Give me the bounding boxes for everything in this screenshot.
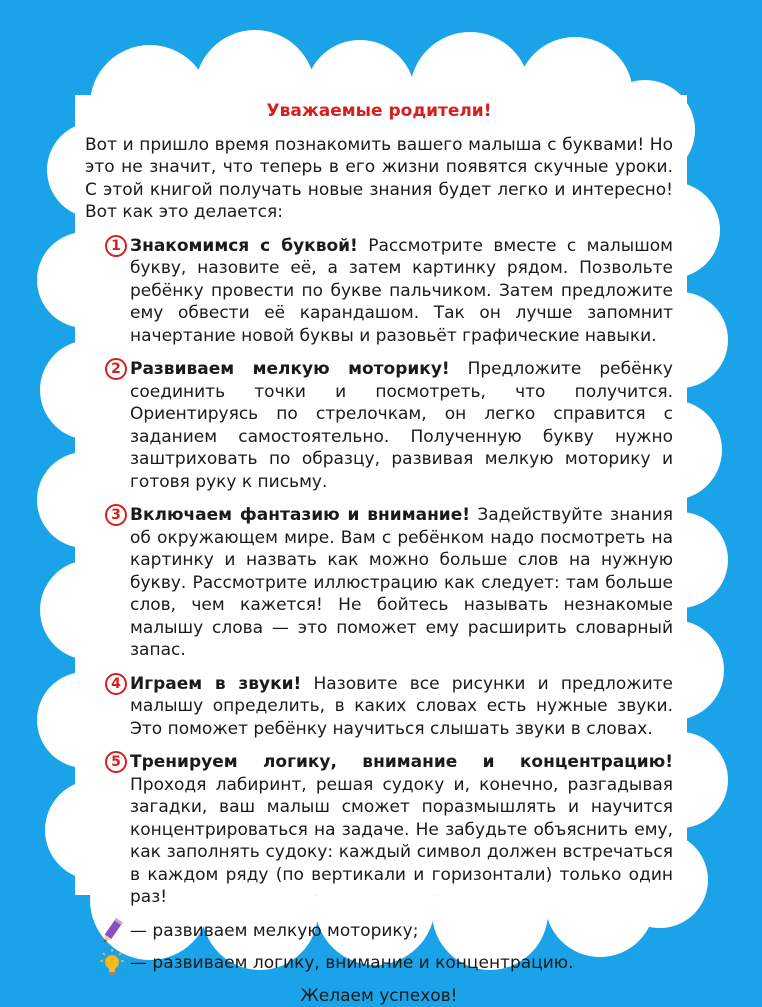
letter-content [85,100,673,1007]
list-item [85,751,673,909]
list-item [85,235,673,348]
item-text: Задействуйте знания об окружающем мире. Вам с ребёнком надо посмотреть на картинку и назвать как можно больше слов на нужную букву. Рассмотрите иллюстрацию как следует: там больше слов, чем кажется! Не бойтесь называть незнакомые малышу слова — это поможет ему расширить словарный запас. [130,505,673,660]
legend-text: — развиваем логику, внимание и концентрацию. [130,953,574,973]
item-title: Включаем фантазию и внимание! [130,505,470,525]
page-title: Уважаемые родители! [85,100,673,123]
legend-lightbulb [85,952,673,975]
number-badge: 4 [105,673,127,695]
number-badge: 1 [105,235,127,257]
list-item [85,358,673,493]
farewell-text: Желаем успехов! [85,985,673,1007]
item-title: Знакомимся с буквой! [130,236,358,256]
number-badge: 3 [105,504,127,526]
list-item [85,504,673,662]
list-item [85,673,673,741]
number-badge: 2 [105,358,127,380]
item-title: Тренируем логику, внимание и концентрацию! [130,752,673,772]
intro-paragraph: Вот и пришло время познакомить вашего малыша с буквами! Но это не значит, что теперь в его жизни появятся скучные уроки. С этой книгой получать новые знания будет легко и интересно! Вот как это делается: [85,134,673,224]
item-text: Предложите ребёнку соединить точки и посмотреть, что получится. Ориентируясь по стрелочкам, он легко справится с заданием самостоятельно. Полученную букву нужно заштриховать по образцу, развивая мелкую моторику и готовя руку к письму. [130,359,673,492]
number-badge: 5 [105,751,127,773]
legend-pencil [85,920,673,943]
item-title: Развиваем мелкую моторику! [130,359,450,379]
lightbulb-icon [99,948,125,985]
pencil-icon [99,916,125,953]
item-text: Назовите все рисунки и предложите малышу определить, в каких словах есть нужные звуки. Это поможет ребёнку научиться слышать звуки в словах. [130,674,673,739]
item-title: Играем в звуки! [130,674,301,694]
legend-text: — развиваем мелкую моторику; [130,921,418,941]
item-text: Рассмотрите вместе с малышом букву, назовите её, а затем картинку рядом. Позвольте ребёнку провести по букве пальчиком. Затем предложите ему обвести её карандашом. Так он лучше запомнит начертание новой буквы и разовьёт графические навыки. [130,236,673,346]
item-text: Проходя лабиринт, решая судоку и, конечно, разгадывая загадки, ваш малыш сможет поразмышлять и научится концентрироваться на задаче. Не забудьте объяснить ему, как заполнять судоку: каждый символ должен встречаться в каждом ряду (по вертикали и горизонтали) только один раз! [130,775,673,908]
